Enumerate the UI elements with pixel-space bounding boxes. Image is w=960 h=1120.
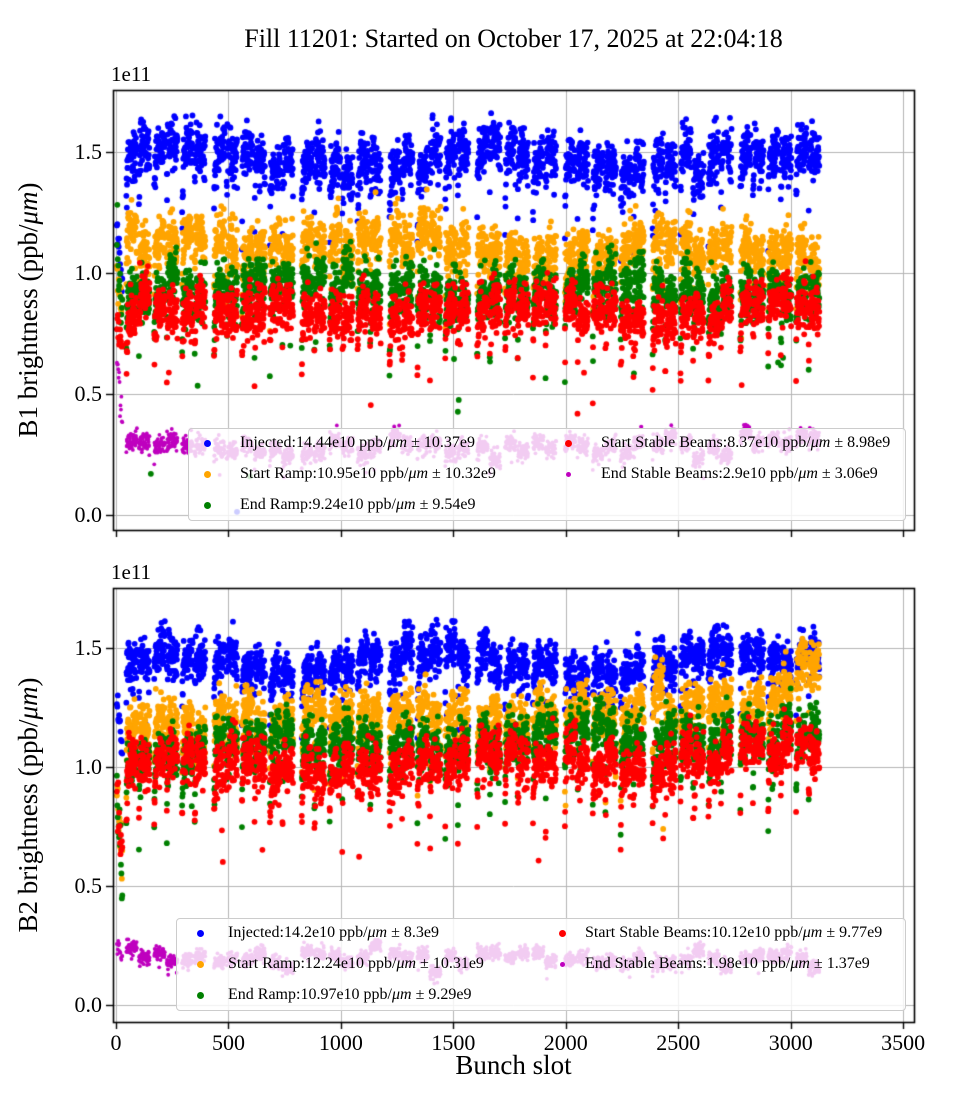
y-tick-label: 0.5	[74, 873, 102, 898]
x-tick-label: 500	[211, 1030, 245, 1055]
x-tick-label: 0	[110, 1030, 122, 1055]
x-tick-label: 2500	[656, 1030, 701, 1055]
legend-marker-dot	[204, 502, 211, 509]
legend-marker-dot	[204, 471, 211, 478]
legend-marker-dot	[197, 930, 204, 937]
legend-marker-dot	[197, 961, 204, 968]
legend-marker-dot	[204, 440, 211, 447]
x-tick-label: 1000	[318, 1030, 363, 1055]
legend-item-label: Start Stable Beams:10.12e10 ppb/μm ± 9.77e9	[585, 924, 883, 941]
legend-marker-dot	[560, 962, 565, 967]
legend-item-label: End Stable Beams:2.9e10 ppb/μm ± 3.06e9	[601, 465, 878, 482]
y-axis-label-b2: B2 brightness (ppb/μm)	[13, 677, 43, 933]
y-offset-text-b2: 1e11	[111, 560, 152, 584]
legend-marker-dot	[565, 440, 572, 447]
legend-item-label: End Stable Beams:1.98e10 ppb/μm ± 1.37e9	[585, 955, 870, 972]
y-offset-text-b1: 1e11	[111, 62, 152, 86]
legend-marker-dot	[197, 992, 204, 999]
x-tick-label: 3500	[881, 1030, 926, 1055]
legend-item-label: End Ramp:10.97e10 ppb/μm ± 9.29e9	[228, 986, 472, 1003]
y-axis-label-b1: B1 brightness (ppb/μm)	[13, 182, 43, 438]
y-tick-label: 1.0	[74, 754, 102, 779]
x-tick-label: 1500	[431, 1030, 476, 1055]
legend-item-label: Injected:14.2e10 ppb/μm ± 8.3e9	[228, 924, 439, 941]
y-tick-label: 1.0	[74, 260, 102, 285]
x-tick-label: 2000	[543, 1030, 588, 1055]
legend-marker-dot	[559, 930, 566, 937]
figure-title: Fill 11201: Started on October 17, 2025 at 22:04:18	[244, 24, 783, 53]
legend-item-label: Start Ramp:10.95e10 ppb/μm ± 10.32e9	[240, 465, 496, 482]
y-tick-label: 0.0	[74, 992, 102, 1017]
legend-item-label: Start Stable Beams:8.37e10 ppb/μm ± 8.98e9	[601, 434, 891, 451]
legend-item-label: Injected:14.44e10 ppb/μm ± 10.37e9	[240, 434, 475, 451]
x-axis-label: Bunch slot	[455, 1050, 572, 1080]
y-tick-label: 0.5	[74, 381, 102, 406]
legend-marker-dot	[566, 472, 571, 477]
legend-item-label: End Ramp:9.24e10 ppb/μm ± 9.54e9	[240, 496, 476, 513]
legend-item-label: Start Ramp:12.24e10 ppb/μm ± 10.31e9	[228, 955, 484, 972]
y-tick-label: 1.5	[74, 139, 102, 164]
y-tick-label: 1.5	[74, 635, 102, 660]
x-tick-label: 3000	[768, 1030, 813, 1055]
y-tick-label: 0.0	[74, 502, 102, 527]
